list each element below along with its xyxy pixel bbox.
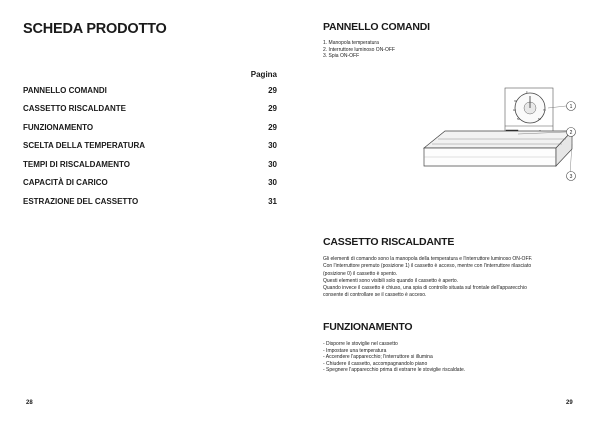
- operation-title: FUNZIONAMENTO: [323, 321, 413, 333]
- callout-3: [567, 172, 576, 181]
- toc-label: CAPACITÀ DI CARICO: [23, 178, 108, 188]
- list-item: 2. Interruttore luminoso ON-OFF: [323, 46, 395, 53]
- dial-mark: 40: [513, 109, 516, 112]
- paragraph-line: Con l'interruttore premuto (posizione 1) il cassetto è acceso, mentre con l'interruttore rilasciato: [323, 263, 532, 270]
- svg-text:3: 3: [569, 174, 573, 180]
- paragraph-line: Quando invece il cassetto è chiuso, una spia di controllo situata sul frontale dell'apparecchio: [323, 285, 527, 292]
- list-item: - Chiudere il cassetto, accompagnandolo piano: [323, 360, 428, 367]
- list-item: 3. Spia ON-OFF: [323, 53, 360, 60]
- toc-page: 29: [268, 122, 277, 132]
- toc-label: SCELTA DELLA TEMPERATURA: [23, 141, 146, 151]
- list-item: - Spegnere l'apparecchio prima di estrarre le stoviglie riscaldate.: [323, 367, 466, 374]
- dial-mark: 60: [538, 118, 541, 121]
- paragraph-line: Questi elementi sono visibili solo quando il cassetto è aperto.: [323, 277, 459, 284]
- toc-entry[interactable]: [23, 118, 277, 137]
- list-item: - Impostare una temperatura: [323, 347, 387, 354]
- dial-mark: 50: [517, 118, 520, 121]
- toc-page: 29: [268, 104, 277, 114]
- paragraph-line: consente di controllare se il cassetto è acceso.: [323, 292, 427, 299]
- toc-label: TEMPI DI RISCALDAMENTO: [23, 159, 130, 169]
- callout-1: [567, 102, 576, 111]
- svg-text:2: 2: [569, 130, 573, 136]
- svg-text:1: 1: [569, 104, 573, 110]
- callout-2: [567, 128, 576, 137]
- dial-mark: 70: [543, 109, 546, 112]
- toc-page: 30: [268, 141, 277, 151]
- toc-entry[interactable]: [23, 174, 277, 193]
- toc-page: 31: [268, 196, 277, 206]
- toc-label: ESTRAZIONE DEL CASSETTO: [23, 196, 139, 206]
- toc-page: 29: [268, 85, 277, 95]
- toc-entry[interactable]: [23, 137, 277, 156]
- page-number-right: 29: [566, 400, 573, 406]
- toc-label: CASSETTO RISCALDANTE: [23, 104, 126, 114]
- toc-entry[interactable]: [23, 100, 277, 119]
- page-column-header: Pagina: [250, 70, 277, 79]
- page-title: SCHEDA PRODOTTO: [23, 21, 167, 37]
- paragraph-line: Gli elementi di comando sono la manopola della temperatura e l'interruttore luminoso ON-OFF.: [323, 256, 533, 262]
- right-page: [300, 0, 600, 423]
- list-item: - Accendere l'apparecchio; l'interruttore si illumina: [323, 354, 433, 361]
- dial-mark: 30: [514, 100, 517, 103]
- toc-page: 30: [268, 159, 277, 169]
- toc-entry[interactable]: [23, 155, 277, 174]
- heating-drawer-title: CASSETTO RISCALDANTE: [323, 236, 455, 248]
- toc-label: PANNELLO COMANDI: [23, 85, 107, 95]
- drawer-body-drawing: [424, 131, 572, 166]
- toc-entry[interactable]: [23, 192, 277, 211]
- toc-page: 30: [268, 178, 277, 188]
- table-of-contents: [23, 81, 277, 211]
- operation-list: [323, 341, 465, 374]
- dial-mark: 0: [526, 91, 528, 94]
- toc-entry[interactable]: [23, 81, 277, 100]
- drawer-illustration: [410, 86, 580, 186]
- control-panel-list: [323, 40, 395, 60]
- list-item: - Disporre le stoviglie nel cassetto: [323, 341, 398, 347]
- control-panel-title: PANNELLO COMANDI: [323, 21, 430, 33]
- heating-drawer-text: [323, 256, 585, 300]
- paragraph-line: (posizione 0) il cassetto è spento.: [323, 270, 398, 277]
- page-number-left: 28: [26, 400, 33, 406]
- toc-label: FUNZIONAMENTO: [23, 122, 94, 132]
- list-item: 1. Manopola temperatura: [323, 40, 379, 46]
